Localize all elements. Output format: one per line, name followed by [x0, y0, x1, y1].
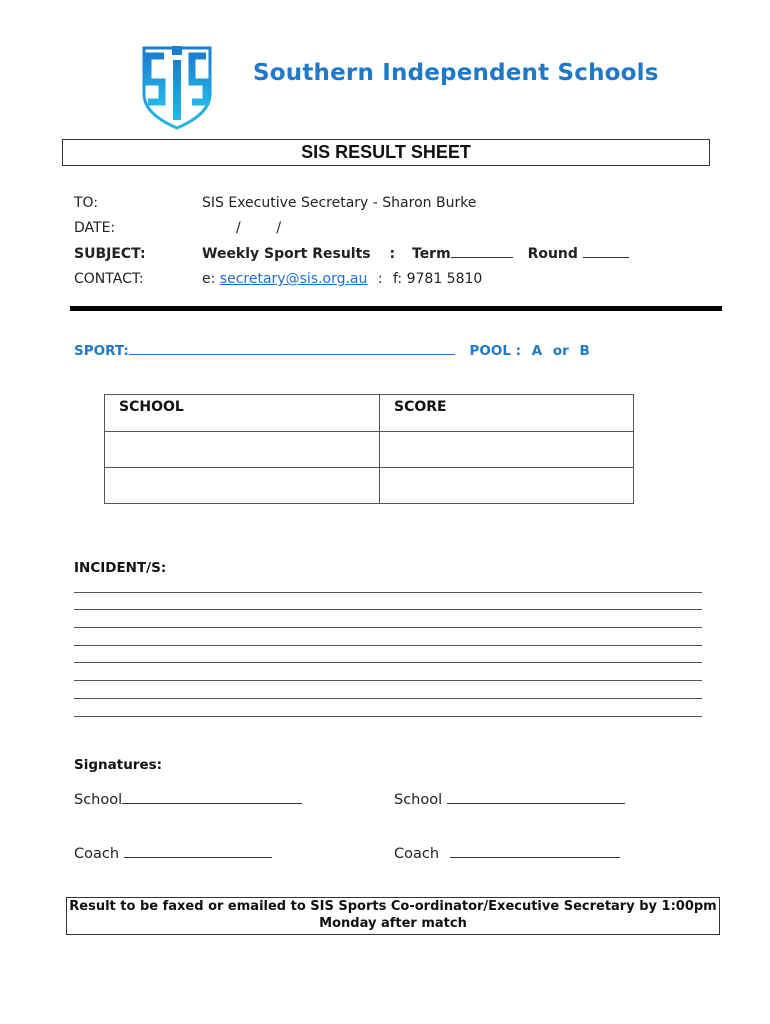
sis-shield-logo: [138, 42, 216, 130]
contact-separator: :: [377, 271, 383, 287]
coach-signature-label: Coach: [394, 846, 440, 862]
title-box: [62, 139, 710, 166]
incident-line[interactable]: [74, 627, 702, 628]
coach-signature-blank[interactable]: [450, 845, 620, 858]
round-label: Round: [527, 246, 578, 262]
school-signature-label: School: [74, 792, 123, 808]
page-title: SIS RESULT SHEET: [301, 142, 471, 162]
school-cell[interactable]: [105, 468, 380, 504]
section-divider: [70, 306, 722, 311]
pool-or: or: [552, 343, 569, 359]
subject-value: Weekly Sport Results: [202, 246, 371, 262]
to-label: TO:: [74, 195, 99, 211]
date-value: / /: [236, 220, 282, 236]
round-blank[interactable]: [583, 246, 629, 258]
email-link[interactable]: secretary@sis.org.au: [219, 271, 368, 287]
incidents-label: INCIDENT/S:: [74, 560, 167, 576]
fax-number: f: 9781 5810: [393, 271, 483, 287]
sport-label: SPORT:: [74, 343, 129, 359]
pool-option-b[interactable]: B: [579, 343, 590, 359]
school-cell[interactable]: [105, 432, 380, 468]
school-signature-right: [394, 791, 625, 808]
table-header-row: [105, 395, 634, 432]
signatures-label: Signatures:: [74, 757, 163, 773]
coach-signature-right: [394, 845, 620, 862]
score-cell[interactable]: [380, 468, 634, 504]
coach-signature-blank[interactable]: [124, 845, 272, 858]
sport-blank[interactable]: [129, 342, 455, 355]
subject-separator: :: [389, 246, 396, 262]
coach-signature-label: Coach: [74, 846, 120, 862]
to-value: SIS Executive Secretary - Sharon Burke: [202, 195, 477, 211]
email-prefix: e:: [202, 271, 216, 287]
incident-line[interactable]: [74, 645, 702, 646]
incident-line[interactable]: [74, 662, 702, 663]
contact-row: [202, 271, 482, 287]
notice-line-1: Result to be faxed or emailed to SIS Sports Co-ordinator/Executive Secretary by 1:00pm: [69, 899, 717, 914]
pool-option-a[interactable]: A: [531, 343, 543, 359]
school-column-header: SCHOOL: [105, 395, 380, 432]
school-signature-blank[interactable]: [447, 791, 625, 804]
pool-label: POOL :: [469, 343, 522, 359]
score-cell[interactable]: [380, 432, 634, 468]
date-label: DATE:: [74, 220, 116, 236]
term-label: Term: [412, 246, 451, 262]
incident-line[interactable]: [74, 698, 702, 699]
incident-line[interactable]: [74, 716, 702, 717]
sport-row: [74, 342, 590, 359]
organisation-name: Southern Independent Schools: [253, 60, 659, 86]
school-signature-blank[interactable]: [122, 791, 302, 804]
coach-signature-left: [74, 845, 272, 862]
score-column-header: SCORE: [380, 395, 634, 432]
contact-label: CONTACT:: [74, 271, 144, 287]
subject-row: [202, 246, 629, 262]
submission-notice: [66, 897, 720, 935]
school-signature-label: School: [394, 792, 443, 808]
subject-label: SUBJECT:: [74, 246, 146, 262]
table-row: [105, 468, 634, 504]
school-signature-left: [74, 791, 302, 808]
notice-line-2: Monday after match: [319, 916, 467, 931]
term-blank[interactable]: [451, 246, 513, 258]
incident-line[interactable]: [74, 680, 702, 681]
results-table: [104, 394, 634, 504]
incident-line[interactable]: [74, 592, 702, 593]
table-row: [105, 432, 634, 468]
incident-line[interactable]: [74, 609, 702, 610]
